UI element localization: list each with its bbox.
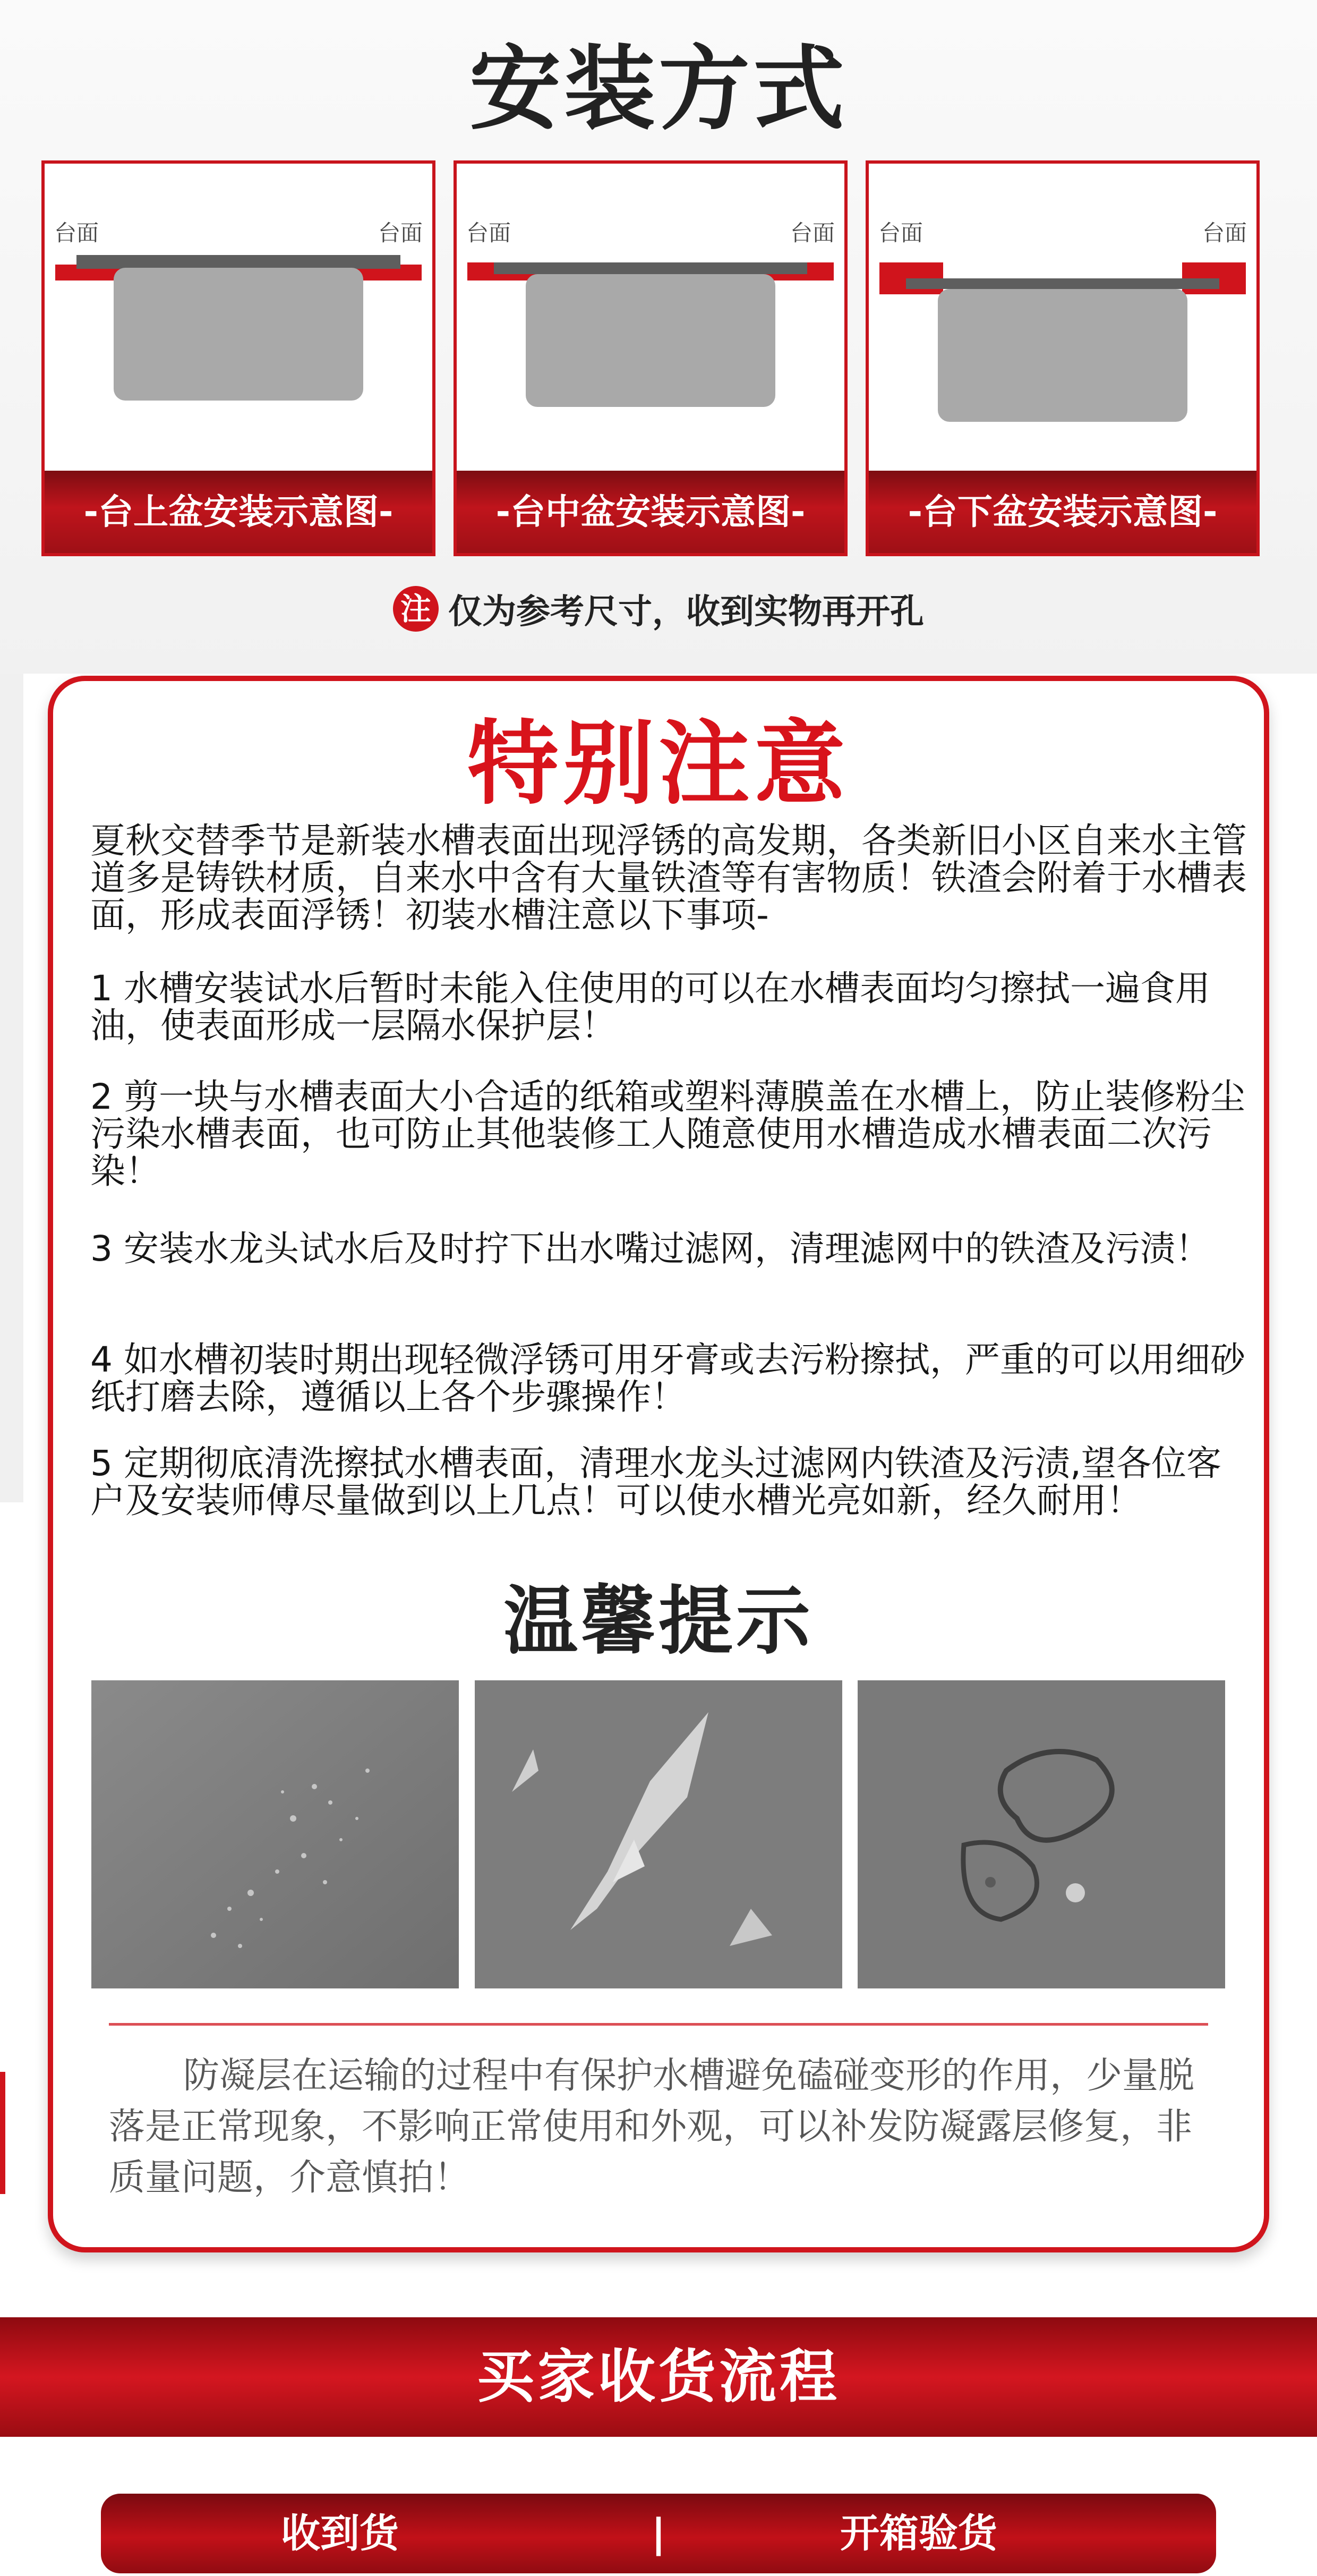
notice-item: 5 定期彻底清洗擦拭水槽表面，清理水龙头过滤网内铁渣及污渍,望各位客户及安装师傅尽量做到以上几点！可以使水槽光亮如新，经久耐用！ — [90, 1443, 1221, 1521]
install-card-top-mount — [41, 160, 435, 556]
notice-item: 4 如水槽初装时期出现轻微浮锈可用牙膏或去污粉擦拭，严重的可以用细砂纸打磨去除，遵循以上各个步骤操作！ — [90, 1339, 1245, 1417]
countertop-label-right: 台面 — [378, 220, 423, 246]
buyer-flow-steps — [101, 2494, 1216, 2573]
edge-accent — [0, 2072, 5, 2194]
step-inspect: 开箱验货 — [840, 2511, 997, 2556]
countertop-label-left: 台面 — [878, 220, 923, 246]
install-card-flush-mount — [454, 160, 848, 556]
install-card-under-mount — [866, 160, 1260, 556]
notice-intro: 夏秋交替季节是新装水槽表面出现浮锈的高发期，各类新旧小区自来水主管道多是铸铁材质，自来水中含有大量铁渣等有害物质！铁渣会附着于水槽表面，形成表面浮锈！初装水槽注意以下事项- — [90, 820, 1247, 936]
step-receive: 收到货 — [281, 2511, 399, 2556]
countertop-label-right: 台面 — [790, 220, 835, 246]
card-caption: -台下盆安装示意图- — [869, 471, 1256, 553]
card-caption: -台上盆安装示意图- — [45, 471, 432, 553]
card-caption: -台中盆安装示意图- — [457, 471, 844, 553]
notice-title: 特别注意 — [467, 710, 850, 817]
buyer-flow-banner: 买家收货流程 — [0, 2317, 1317, 2437]
coating-photo-speckled — [91, 1680, 459, 1988]
countertop-label-left: 台面 — [466, 220, 511, 246]
coating-photo-peeled-strip — [475, 1680, 842, 1988]
countertop-label-right: 台面 — [1202, 220, 1247, 246]
note-text: 仅为参考尺寸，收到实物再开孔 — [448, 592, 924, 632]
top-mount-diagram — [45, 164, 432, 477]
size-note — [0, 584, 1317, 633]
notice-item: 3 安装水龙头试水后及时拧下出水嘴过滤网，清理滤网中的铁渣及污渍！ — [90, 1228, 1210, 1269]
coating-photo-blistered — [858, 1680, 1225, 1988]
note-badge: 注 — [393, 586, 439, 632]
divider — [109, 2023, 1208, 2026]
tips-title: 温馨提示 — [503, 1578, 814, 1665]
flush-mount-diagram — [457, 164, 844, 477]
notice-item: 1 水槽安装试水后暂时未能入住使用的可以在水槽表面均匀擦拭一遍食用油，使表面形成一层隔水保护层！ — [90, 968, 1210, 1046]
under-mount-diagram — [869, 164, 1256, 477]
step-separator: | — [651, 2511, 666, 2556]
page-title: 安装方式 — [469, 36, 848, 142]
coating-note: 防凝层在运输的过程中有保护水槽避免磕碰变形的作用，少量脱落是正常现象，不影响正常使用和外观，可以补发防凝露层修复，非质量问题，介意慎拍！ — [109, 2055, 1195, 2199]
notice-item: 2 剪一块与水槽表面大小合适的纸箱或塑料薄膜盖在水槽上，防止装修粉尘污染水槽表面，也可防止其他装修工人随意使用水槽造成水槽表面二次污染！ — [90, 1076, 1245, 1192]
countertop-label-left: 台面 — [54, 220, 99, 246]
